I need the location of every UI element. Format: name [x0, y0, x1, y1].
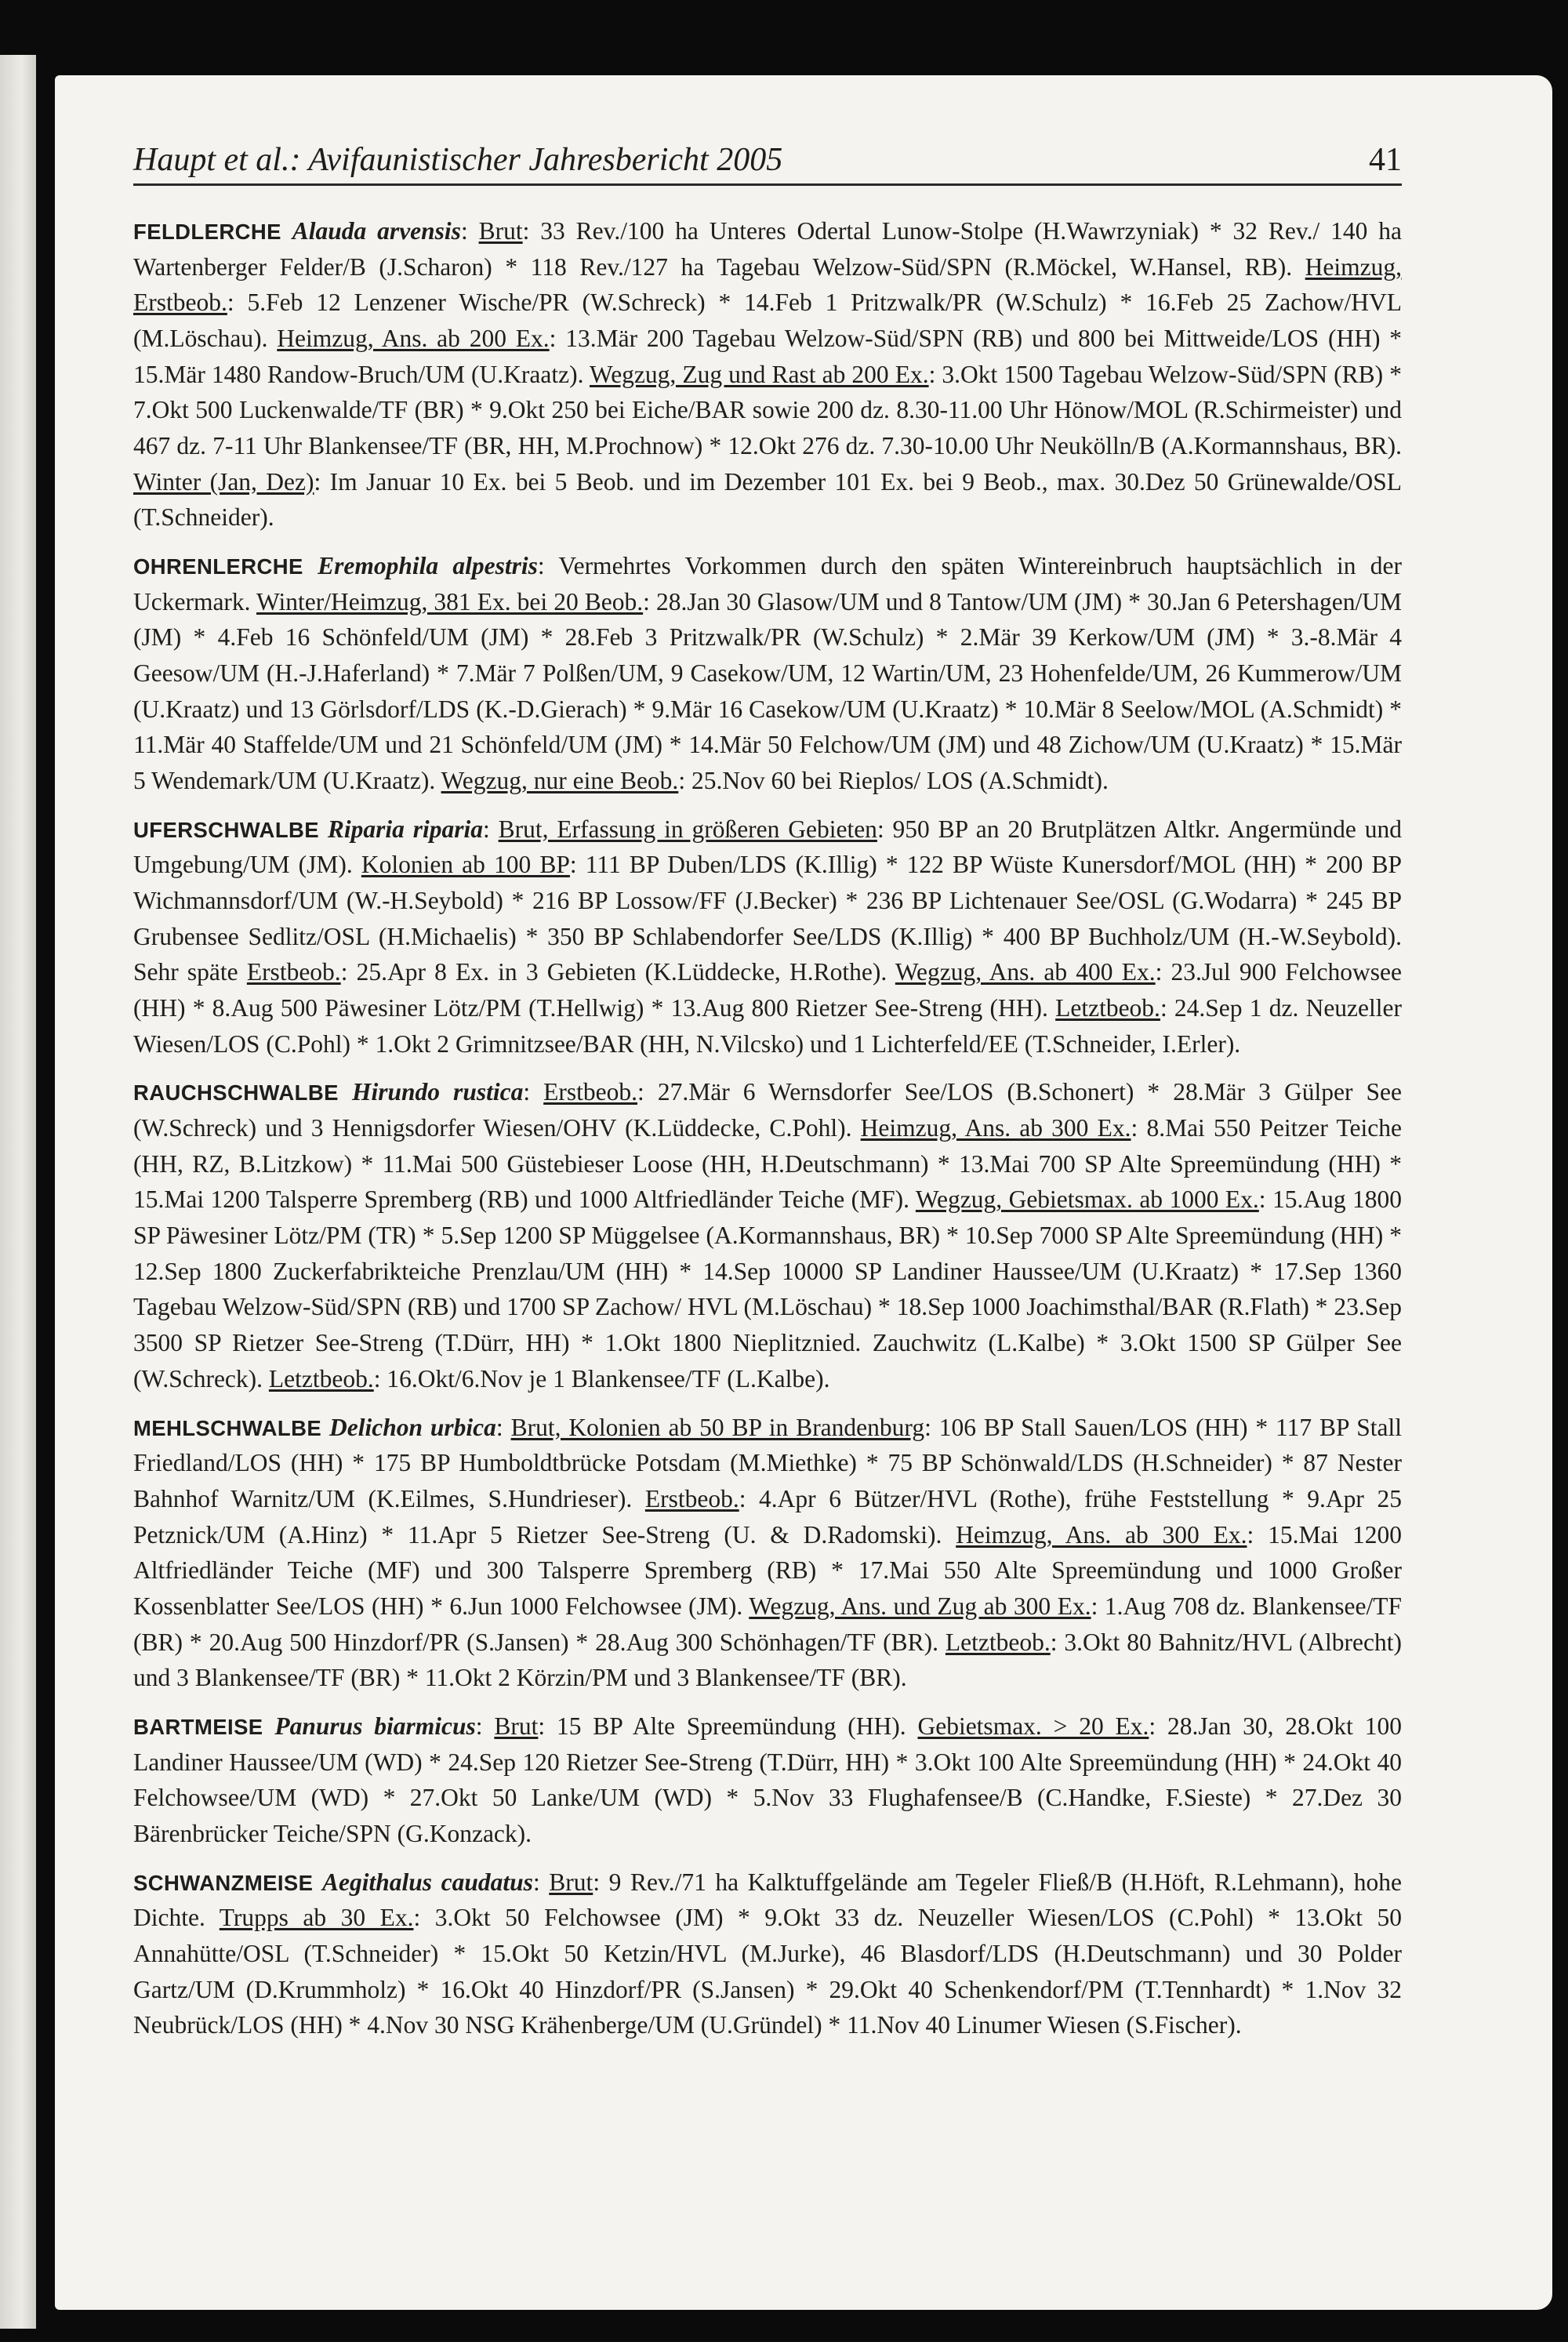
observation-text: : 950 BP an 20 Brutplätzen Altkr. Angermünde und Umgebung/UM (JM).	[133, 815, 1403, 879]
page-header	[133, 141, 1402, 186]
observation-text: :	[475, 1712, 495, 1740]
category-heading: Letztbeob.	[1055, 994, 1160, 1022]
species-name: SCHWANZMEISE	[133, 1870, 314, 1895]
species-account	[133, 812, 1402, 1062]
observation-text: : 111 BP Duben/LDS (K.Illig) * 122 BP Wüste Kunersdorf/MOL (HH) * 200 BP Wichmannsdorf/UM (W.-H.Seybold) * 216 BP Lossow/FF (J.Becker) * 236 BP Lichtenauer See/OSL (G.Wodarra) * 245 BP Grubensee Sedlitz/OSL (H.Michaelis) * 350 BP Schlabendorfer See/LDS (K.Illig) * 400 BP Buchholz/UM (H.-W.Seybold). Sehr späte	[133, 851, 1403, 986]
species-account	[133, 1708, 1402, 1852]
latin-name: Alauda arvensis	[292, 217, 461, 245]
observation-text: : 4.Apr 6 Bützer/HVL (Rothe), frühe Feststellung * 9.Apr 25 Petznick/UM (A.Hinz) * 11.Apr 5 Rietzer See-Streng (U. & D.Radomski).	[133, 1484, 1402, 1549]
observation-text: : Vermehrtes Vorkommen durch den späten Wintereinbruch hauptsächlich in der Uckermark.	[133, 552, 1402, 615]
observation-text: : 16.Okt/6.Nov je 1 Blankensee/TF (L.Kalbe).	[373, 1364, 830, 1392]
category-heading: Erstbeob.	[543, 1078, 638, 1106]
category-heading: Wegzug, Gebietsmax. ab 1000 Ex.	[915, 1186, 1259, 1214]
species-name: RAUCHSCHWALBE	[133, 1080, 339, 1106]
observation-text: : 9 Rev./71 ha Kalktuffgelände am Tegeler Fließ/B (H.Höft, R.Lehmann), hohe Dichte.	[133, 1868, 1403, 1932]
category-heading: Brut, Erfassung in größeren Gebieten	[498, 815, 877, 843]
observation-text: : 15.Aug 1800 SP Päwesiner Lötz/PM (TR) * 5.Sep 1200 SP Müggelsee (A.Kormannshaus, BR) * 10.Sep 7000 SP Alte Spreemündung (HH) * 12.Sep 1800 Zuckerfabrikteiche Prenzlau/UM (HH) * 14.Sep 10000 SP Landiner Haussee/UM (U.Kraatz) * 17.Sep 1360 Tagebau Welzow-Süd/SPN (RB) und 1700 SP Zachow/ HVL (M.Löschau) * 18.Sep 1000 Joachimsthal/BAR (R.Flath) * 23.Sep 3500 SP Rietzer See-Streng (T.Dürr, HH) * 1.Okt 1800 Nieplitznied. Zauchwitz (L.Kalbe) * 3.Okt 1500 SP Gülper See (W.Schreck).	[133, 1186, 1403, 1392]
document-page	[55, 75, 1552, 2310]
category-heading: Brut	[494, 1712, 539, 1740]
observation-text: : Im Januar 10 Ex. bei 5 Beob. und im Dezember 101 Ex. bei 9 Beob., max. 30.Dez 50 Grünewalde/OSL (T.Schneider).	[133, 467, 1402, 532]
observation-text: : 25.Nov 60 bei Rieplos/ LOS (A.Schmidt).	[678, 767, 1109, 795]
category-heading: Heimzug, Ans. ab 200 Ex.	[277, 325, 550, 353]
observation-text: :	[532, 1868, 550, 1896]
observation-text: : 5.Feb 12 Lenzener Wische/PR (W.Schreck) * 14.Feb 1 Pritzwalk/PR (W.Schulz) * 16.Feb 25 Zachow/HVL (M.Löschau).	[133, 289, 1402, 353]
category-heading: Heimzug, Erstbeob.	[133, 252, 1402, 317]
observation-text: : 8.Mai 550 Peitzer Teiche (HH, RZ, B.Litzkow) * 11.Mai 500 Güstebieser Loose (HH, H.Deutschmann) * 13.Mai 700 SP Alte Spreemündung (HH) * 15.Mai 1200 Talsperre Spremberg (RB) und 1000 Altfriedländer Teiche (MF).	[133, 1114, 1402, 1214]
species-account	[133, 1410, 1402, 1696]
latin-name: Panurus biarmicus	[274, 1712, 476, 1740]
observation-text: : 13.Mär 200 Tagebau Welzow-Süd/SPN (RB) und 800 bei Mittweide/LOS (HH) * 15.Mär 1480 Randow-Bruch/UM (U.Kraatz).	[133, 325, 1402, 388]
observation-text: : 15.Mai 1200 Altfriedländer Teiche (MF) und 300 Talsperre Spremberg (RB) * 17.Mai 550 Alte Spreemündung und 1000 Großer Kossenblatter See/LOS (HH) * 6.Jun 1000 Felchowsee (JM).	[133, 1520, 1402, 1620]
species-name: BARTMEISE	[133, 1714, 263, 1739]
observation-text: : 3.Okt 50 Felchowsee (JM) * 9.Okt 33 dz. Neuzeller Wiesen/LOS (C.Pohl) * 13.Okt 50 Annahütte/OSL (T.Schneider) * 15.Okt 50 Ketzin/HVL (M.Jurke), 46 Blasdorf/LDS (H.Deutschmann) und 30 Polder Gartz/UM (D.Krummholz) * 16.Okt 40 Hinzdorf/PR (S.Jansen) * 29.Okt 40 Schenkendorf/PM (T.Tennhardt) * 1.Nov 32 Neubrück/LOS (HH) * 4.Nov 30 NSG Krähenberge/UM (U.Gründel) * 11.Nov 40 Linumer Wiesen (S.Fischer).	[133, 1904, 1402, 2039]
category-heading: Winter (Jan, Dez)	[133, 467, 314, 496]
observation-text: :	[483, 815, 499, 843]
observation-text: : 28.Jan 30 Glasow/UM und 8 Tantow/UM (JM) * 30.Jan 6 Petershagen/UM (JM) * 4.Feb 16 Schönfeld/UM (JM) * 28.Feb 3 Pritzwalk/PR (W.Schulz) * 2.Mär 39 Kerkow/UM (JM) * 3.-8.Mär 4 Geesow/UM (H.-J.Haferland) * 7.Mär 7 Polßen/UM, 9 Casekow/UM, 12 Wartin/UM, 23 Hohenfelde/UM, 26 Kummerow/UM (U.Kraatz) und 13 Görlsdorf/LDS (K.-D.Gierach) * 9.Mär 16 Casekow/UM (U.Kraatz) * 10.Mär 8 Seelow/MOL (A.Schmidt) * 11.Mär 40 Staffelde/UM und 21 Schönfeld/UM (JM) * 14.Mär 50 Felchow/UM (JM) und 48 Zichow/UM (U.Kraatz) * 15.Mär 5 Wendemark/UM (U.Kraatz).	[133, 587, 1402, 795]
observation-text: :	[495, 1413, 511, 1441]
latin-name: Delichon urbica	[328, 1413, 496, 1441]
category-heading: Letztbeob.	[268, 1364, 374, 1392]
category-heading: Erstbeob.	[246, 958, 341, 986]
observation-text: : 15 BP Alte Spreemündung (HH).	[538, 1712, 918, 1740]
species-account	[133, 213, 1402, 536]
running-title: Haupt et al.: Avifaunistischer Jahresbericht 2005	[133, 142, 783, 178]
species-accounts	[133, 213, 1402, 2056]
category-heading: Gebietsmax. > 20 Ex.	[917, 1712, 1149, 1740]
species-name: OHRENLERCHE	[133, 554, 303, 579]
observation-text: : 27.Mär 6 Wernsdorfer See/LOS (B.Schonert) * 28.Mär 3 Gülper See (W.Schreck) und 3 Hennigsdorfer Wiesen/OHV (K.Lüddecke, C.Pohl).	[133, 1078, 1402, 1142]
observation-text: : 33 Rev./100 ha Unteres Odertal Lunow-Stolpe (H.Wawrzyniak) * 32 Rev./ 140 ha Wartenberger Felder/B (J.Scharon) * 118 Rev./127 ha Tagebau Welzow-Süd/SPN (R.Möckel, W.Hansel, RB).	[133, 217, 1402, 281]
category-heading: Letztbeob.	[945, 1628, 1051, 1656]
category-heading: Brut	[478, 217, 523, 245]
category-heading: Kolonien ab 100 BP	[361, 851, 570, 879]
category-heading: Brut, Kolonien ab 50 BP in Brandenburg	[510, 1413, 925, 1441]
category-heading: Winter/Heimzug, 381 Ex. bei 20 Beob.	[256, 587, 644, 615]
category-heading: Wegzug, Ans. ab 400 Ex.	[895, 958, 1156, 986]
category-heading: Wegzug, Ans. und Zug ab 300 Ex.	[749, 1592, 1091, 1620]
latin-name: Aegithalus caudatus	[322, 1868, 533, 1896]
category-heading: Erstbeob.	[644, 1484, 739, 1512]
observation-text: : 25.Apr 8 Ex. in 3 Gebieten (K.Lüddecke, H.Rothe).	[340, 958, 895, 986]
category-heading: Heimzug, Ans. ab 300 Ex.	[956, 1520, 1247, 1549]
category-heading: Brut	[549, 1868, 593, 1896]
species-account	[133, 1865, 1402, 2043]
latin-name: Eremophila alpestris	[318, 552, 538, 580]
observation-text: :	[460, 217, 479, 245]
category-heading: Wegzug, Zug und Rast ab 200 Ex.	[589, 360, 929, 388]
category-heading: Heimzug, Ans. ab 300 Ex.	[860, 1114, 1131, 1142]
page-number: 41	[1369, 142, 1402, 178]
observation-text: : 28.Jan 30, 28.Okt 100 Landiner Haussee/UM (WD) * 24.Sep 120 Rietzer See-Streng (T.Dürr, HH) * 3.Okt 100 Alte Spreemündung (HH) * 24.Okt 40 Felchowsee/UM (WD) * 27.Okt 50 Lanke/UM (WD) * 5.Nov 33 Flughafensee/B (C.Handke, F.Sieste) * 27.Dez 30 Bärenbrücker Teiche/SPN (G.Konzack).	[133, 1712, 1402, 1847]
adjacent-page-edge	[0, 55, 36, 2329]
species-name: UFERSCHWALBE	[133, 817, 320, 842]
species-name: FELDLERCHE	[133, 220, 281, 244]
category-heading: Trupps ab 30 Ex.	[219, 1904, 414, 1932]
latin-name: Riparia riparia	[327, 815, 484, 843]
species-name: MEHLSCHWALBE	[133, 1415, 322, 1440]
observation-text: : 3.Okt 1500 Tagebau Welzow-Süd/SPN (RB) * 7.Okt 500 Luckenwalde/TF (BR) * 9.Okt 250 bei Eiche/BAR sowie 200 dz. 8.30-11.00 Uhr Hönow/MOL (R.Schirmeister) und 467 dz. 7-11 Uhr Blankensee/TF (BR, HH, M.Prochnow) * 12.Okt 276 dz. 7.30-10.00 Uhr Neukölln/B (A.Kormannshaus, BR).	[133, 360, 1402, 460]
observation-text: : 106 BP Stall Sauen/LOS (HH) * 117 BP Stall Friedland/LOS (HH) * 175 BP Humboldtbrücke Potsdam (M.Miethke) * 75 BP Schönwald/LDS (H.Schneider) * 87 Nester Bahnhof Warnitz/UM (K.Eilmes, S.Hundrieser).	[133, 1413, 1402, 1512]
species-account	[133, 548, 1402, 799]
latin-name: Hirundo rustica	[351, 1078, 524, 1106]
observation-text: : 23.Jul 900 Felchowsee (HH) * 8.Aug 500 Päwesiner Lötz/PM (T.Hellwig) * 13.Aug 800 Rietzer See-Streng (HH).	[133, 958, 1402, 1022]
observation-text: :	[523, 1078, 544, 1106]
observation-text: : 1.Aug 708 dz. Blankensee/TF (BR) * 20.Aug 500 Hinzdorf/PR (S.Jansen) * 28.Aug 300 Schönhagen/TF (BR).	[133, 1592, 1402, 1656]
category-heading: Wegzug, nur eine Beob.	[441, 767, 679, 795]
observation-text: : 3.Okt 80 Bahnitz/HVL (Albrecht) und 3 Blankensee/TF (BR) * 11.Okt 2 Körzin/PM und 3 Blankensee/TF (BR).	[133, 1628, 1402, 1692]
species-account	[133, 1074, 1402, 1396]
observation-text: : 24.Sep 1 dz. Neuzeller Wiesen/LOS (C.Pohl) * 1.Okt 2 Grimnitzsee/BAR (HH, N.Vilcsko) und 1 Lichterfeld/EE (T.Schneider, I.Erler).	[133, 994, 1402, 1058]
